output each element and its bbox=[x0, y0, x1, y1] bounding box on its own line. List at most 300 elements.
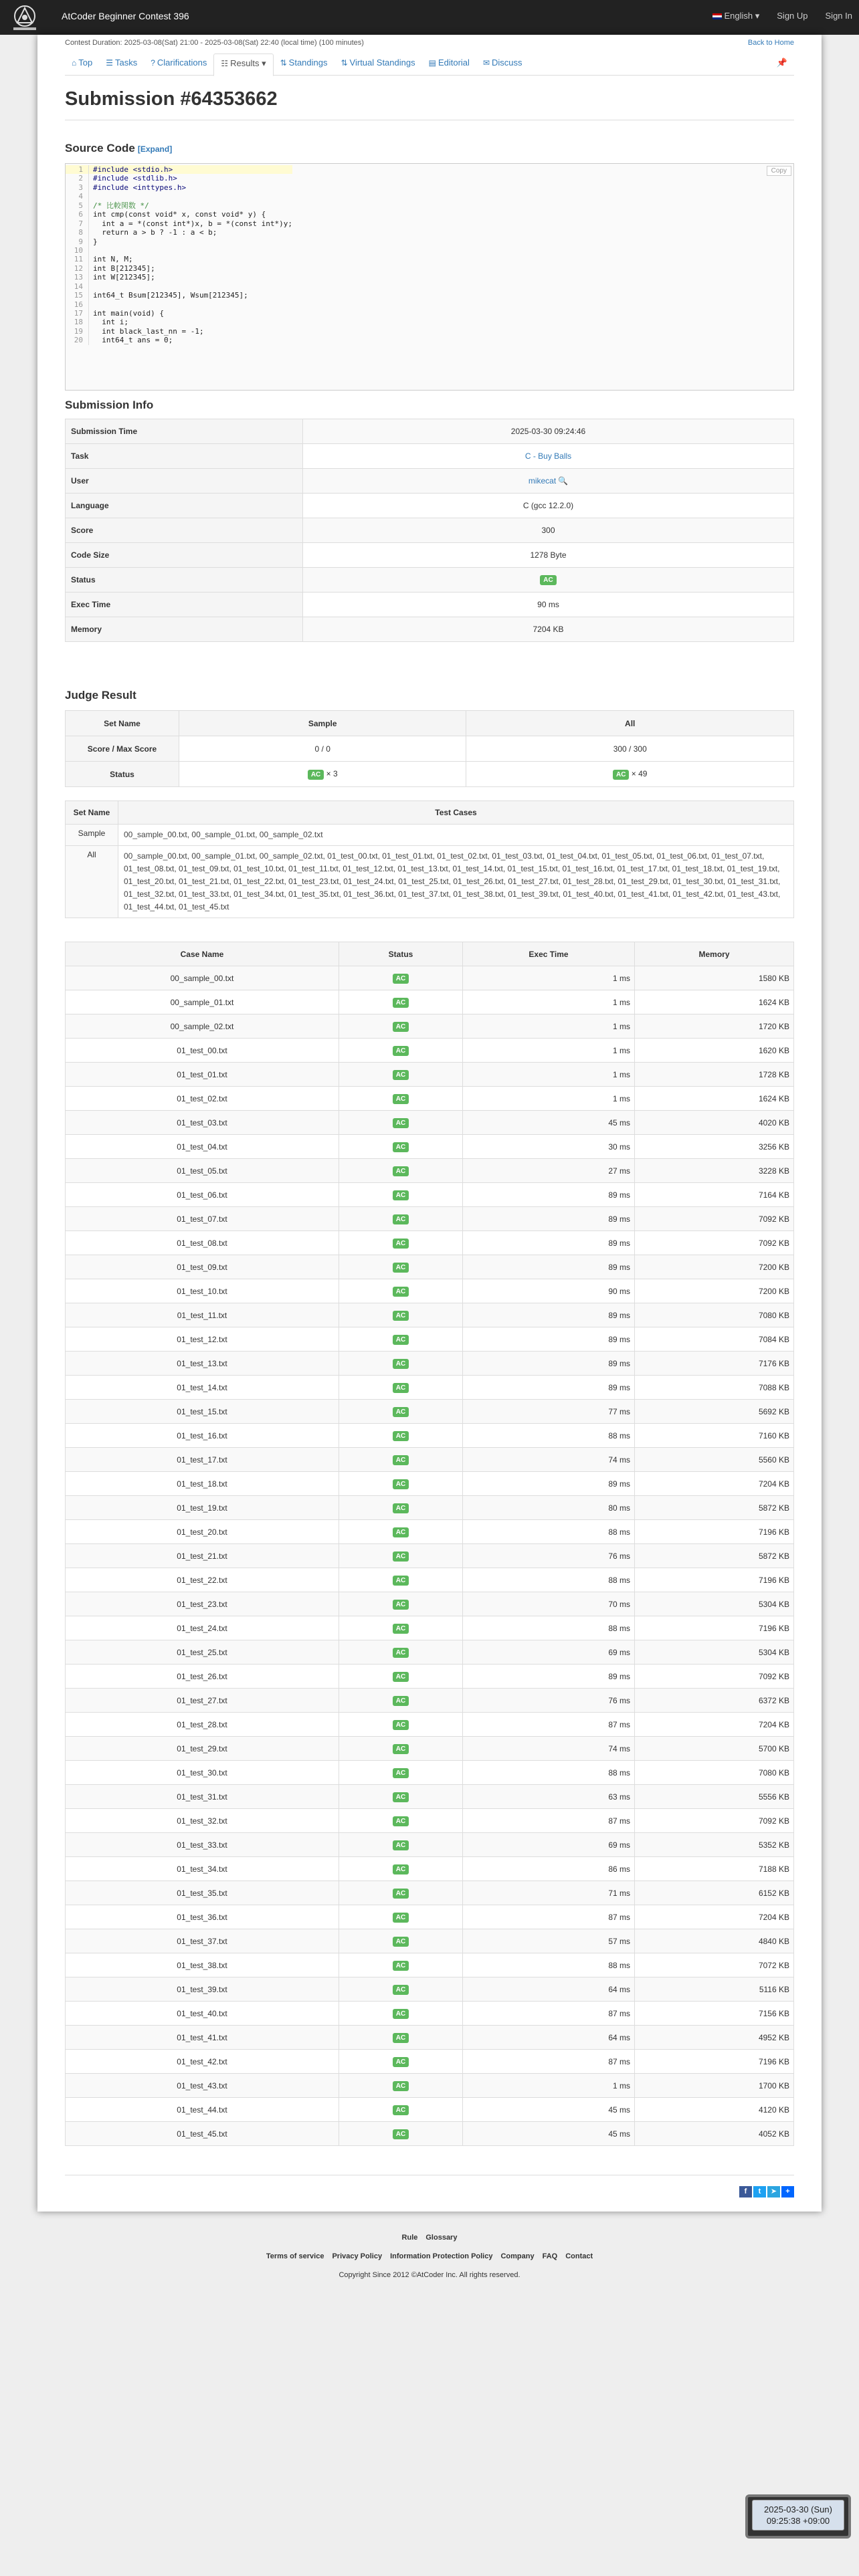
line-number: 20 bbox=[66, 336, 89, 344]
footer-link[interactable]: Privacy Policy bbox=[332, 2252, 383, 2260]
info-row bbox=[66, 617, 794, 642]
table-row bbox=[66, 1255, 794, 1279]
case-name: 01_test_40.txt bbox=[66, 2002, 339, 2026]
line-number: 11 bbox=[66, 255, 89, 263]
table-row bbox=[66, 1014, 794, 1039]
case-exec-time: 57 ms bbox=[463, 1929, 635, 1953]
pin-icon[interactable]: 📌 bbox=[776, 58, 787, 68]
footer-link[interactable]: Terms of service bbox=[266, 2252, 324, 2260]
code-text: } bbox=[93, 237, 98, 246]
search-icon[interactable]: 🔍 bbox=[558, 476, 569, 486]
code-text: #include <stdlib.h> bbox=[93, 174, 177, 183]
sign-up-link[interactable]: Sign Up bbox=[777, 11, 808, 21]
set-name-col-header: Set Name bbox=[66, 801, 118, 825]
table-row bbox=[66, 1592, 794, 1616]
case-exec-time: 89 ms bbox=[463, 1376, 635, 1400]
case-memory: 7080 KB bbox=[635, 1303, 794, 1327]
tab-editorial[interactable]: ▤ Editorial bbox=[428, 58, 470, 68]
case-memory: 7084 KB bbox=[635, 1327, 794, 1352]
table-row bbox=[66, 1713, 794, 1737]
case-memory: 7156 KB bbox=[635, 2002, 794, 2026]
tab-results[interactable]: ☷ Results ▾ bbox=[213, 53, 273, 76]
table-row bbox=[66, 1977, 794, 2002]
code-line bbox=[66, 201, 292, 210]
telegram-icon[interactable]: ➤ bbox=[767, 2186, 780, 2197]
line-number: 19 bbox=[66, 327, 89, 336]
case-memory: 1728 KB bbox=[635, 1063, 794, 1087]
status-badge: AC bbox=[393, 1792, 409, 1802]
status-badge: AC bbox=[393, 1359, 409, 1369]
table-row bbox=[66, 1448, 794, 1472]
case-results-table bbox=[65, 942, 794, 2146]
case-memory: 6152 KB bbox=[635, 1881, 794, 1905]
sign-in-link[interactable]: Sign In bbox=[825, 11, 852, 21]
case-memory: 7188 KB bbox=[635, 1857, 794, 1881]
status-badge: AC bbox=[393, 2105, 409, 2115]
task-link[interactable]: C - Buy Balls bbox=[524, 451, 572, 461]
sample-header: Sample bbox=[179, 711, 466, 736]
tab-standings[interactable]: ⇅ Standings bbox=[280, 58, 328, 68]
code-text: int i; bbox=[93, 318, 128, 327]
footer-links-secondary bbox=[0, 2252, 859, 2260]
table-row bbox=[66, 1183, 794, 1207]
case-name: 01_test_22.txt bbox=[66, 1568, 339, 1592]
status-badge: AC bbox=[393, 2033, 409, 2043]
tab-virtual-standings[interactable]: ⇅ Virtual Standings bbox=[341, 58, 415, 68]
case-memory: 7200 KB bbox=[635, 1255, 794, 1279]
table-row bbox=[66, 1111, 794, 1135]
case-status bbox=[339, 1977, 463, 2002]
table-row bbox=[66, 1809, 794, 1833]
line-number: 8 bbox=[66, 228, 89, 237]
info-value: C (gcc 12.2.0) bbox=[303, 494, 794, 518]
status-badge: AC bbox=[393, 1142, 409, 1152]
sort-icon: ⇅ bbox=[280, 58, 287, 68]
case-name: 01_test_21.txt bbox=[66, 1544, 339, 1568]
exec-time-header: Exec Time bbox=[463, 942, 635, 966]
case-name: 01_test_37.txt bbox=[66, 1929, 339, 1953]
status-badge: AC bbox=[393, 1070, 409, 1080]
case-name: 01_test_38.txt bbox=[66, 1953, 339, 1977]
status-all: AC × 49 bbox=[466, 762, 794, 787]
share-buttons bbox=[739, 2186, 794, 2197]
case-status bbox=[339, 1905, 463, 1929]
case-exec-time: 69 ms bbox=[463, 1640, 635, 1665]
case-status bbox=[339, 1640, 463, 1665]
case-status bbox=[339, 1833, 463, 1857]
case-exec-time: 87 ms bbox=[463, 1713, 635, 1737]
case-memory: 5352 KB bbox=[635, 1833, 794, 1857]
copy-button[interactable]: Copy bbox=[767, 166, 791, 176]
code-text: #include <inttypes.h> bbox=[93, 183, 187, 192]
table-row bbox=[66, 1279, 794, 1303]
status-badge: AC bbox=[393, 1046, 409, 1056]
case-name: 01_test_41.txt bbox=[66, 2026, 339, 2050]
case-exec-time: 89 ms bbox=[463, 1327, 635, 1352]
line-number: 15 bbox=[66, 291, 89, 300]
case-memory: 4840 KB bbox=[635, 1929, 794, 1953]
case-exec-time: 71 ms bbox=[463, 1881, 635, 1905]
case-status bbox=[339, 1014, 463, 1039]
case-name: 01_test_15.txt bbox=[66, 1400, 339, 1424]
code-text: int cmp(const void* x, const void* y) { bbox=[93, 210, 266, 219]
case-name: 01_test_45.txt bbox=[66, 2122, 339, 2146]
case-exec-time: 76 ms bbox=[463, 1689, 635, 1713]
case-memory: 5872 KB bbox=[635, 1496, 794, 1520]
code-text: int64_t ans = 0; bbox=[93, 336, 173, 345]
case-memory: 5872 KB bbox=[635, 1544, 794, 1568]
case-status bbox=[339, 1616, 463, 1640]
code-line bbox=[66, 327, 292, 336]
status-badge: AC bbox=[393, 1383, 409, 1393]
case-status bbox=[339, 2026, 463, 2050]
book-icon: ▤ bbox=[428, 58, 436, 68]
status-badge: AC bbox=[393, 1287, 409, 1297]
case-memory: 7204 KB bbox=[635, 1905, 794, 1929]
case-status bbox=[339, 2002, 463, 2026]
status-badge: AC bbox=[393, 1720, 409, 1730]
main-container bbox=[37, 35, 822, 2212]
uk-flag-icon bbox=[712, 13, 722, 19]
facebook-icon[interactable]: f bbox=[739, 2186, 752, 2197]
case-name: 01_test_10.txt bbox=[66, 1279, 339, 1303]
line-number: 18 bbox=[66, 318, 89, 326]
table-row bbox=[66, 1303, 794, 1327]
case-name: 01_test_08.txt bbox=[66, 1231, 339, 1255]
table-row bbox=[66, 1352, 794, 1376]
case-status bbox=[339, 1689, 463, 1713]
status-badge: AC bbox=[393, 1961, 409, 1971]
case-name: 01_test_06.txt bbox=[66, 1183, 339, 1207]
status-badge: AC bbox=[393, 1407, 409, 1417]
case-status bbox=[339, 1400, 463, 1424]
footer-link[interactable]: Contact bbox=[565, 2252, 593, 2260]
table-row bbox=[66, 1376, 794, 1400]
status-badge: AC bbox=[393, 1263, 409, 1273]
score-sample: 0 / 0 bbox=[179, 736, 466, 762]
status-badge: AC bbox=[393, 1648, 409, 1658]
info-label: Submission Time bbox=[66, 419, 303, 444]
case-status bbox=[339, 1135, 463, 1159]
language-selector[interactable]: English ▾ bbox=[712, 11, 759, 21]
line-number: 17 bbox=[66, 309, 89, 318]
footer bbox=[0, 2234, 859, 2279]
submission-info-heading: Submission Info bbox=[65, 399, 154, 411]
case-name: 01_test_28.txt bbox=[66, 1713, 339, 1737]
line-number: 14 bbox=[66, 282, 89, 291]
code-line bbox=[66, 273, 292, 282]
case-status bbox=[339, 1327, 463, 1352]
case-exec-time: 1 ms bbox=[463, 966, 635, 990]
table-row bbox=[66, 990, 794, 1014]
clock-display bbox=[752, 2500, 844, 2531]
case-status bbox=[339, 1352, 463, 1376]
table-row bbox=[66, 1231, 794, 1255]
case-name: 01_test_12.txt bbox=[66, 1327, 339, 1352]
status-badge: AC bbox=[393, 1816, 409, 1826]
table-row bbox=[66, 1135, 794, 1159]
twitter-icon[interactable]: t bbox=[753, 2186, 766, 2197]
case-memory: 7092 KB bbox=[635, 1665, 794, 1689]
code-line bbox=[66, 300, 292, 309]
table-row bbox=[66, 2074, 794, 2098]
info-row bbox=[66, 419, 794, 444]
case-exec-time: 30 ms bbox=[463, 1135, 635, 1159]
status-badge: AC bbox=[393, 1094, 409, 1104]
tab-top[interactable]: ⌂ Top bbox=[72, 58, 93, 68]
info-row bbox=[66, 494, 794, 518]
status-badge: AC bbox=[393, 1455, 409, 1465]
set-name-all: All bbox=[66, 846, 118, 918]
case-exec-time: 1 ms bbox=[463, 1039, 635, 1063]
status-badge: AC bbox=[393, 1118, 409, 1128]
info-value: 2025-03-30 09:24:46 bbox=[303, 419, 794, 444]
status-badge: AC bbox=[393, 1600, 409, 1610]
info-label: User bbox=[66, 469, 303, 494]
case-memory: 7176 KB bbox=[635, 1352, 794, 1376]
case-status bbox=[339, 1809, 463, 1833]
case-exec-time: 87 ms bbox=[463, 1809, 635, 1833]
status-badge: AC bbox=[393, 1479, 409, 1489]
status-badge: AC bbox=[393, 1190, 409, 1200]
case-name: 01_test_35.txt bbox=[66, 1881, 339, 1905]
table-row bbox=[66, 1327, 794, 1352]
table-row bbox=[66, 1833, 794, 1857]
line-number: 10 bbox=[66, 246, 89, 255]
share-plus-icon[interactable]: + bbox=[781, 2186, 794, 2197]
footer-links-primary bbox=[0, 2234, 859, 2242]
table-row bbox=[66, 1472, 794, 1496]
page-title: Submission #64353662 bbox=[65, 88, 278, 110]
line-number: 4 bbox=[66, 192, 89, 201]
case-memory: 4952 KB bbox=[635, 2026, 794, 2050]
line-number: 3 bbox=[66, 183, 89, 192]
case-exec-time: 89 ms bbox=[463, 1352, 635, 1376]
status-badge: AC bbox=[393, 1985, 409, 1995]
case-memory: 7092 KB bbox=[635, 1231, 794, 1255]
case-memory: 5556 KB bbox=[635, 1785, 794, 1809]
case-name: 00_sample_01.txt bbox=[66, 990, 339, 1014]
case-status bbox=[339, 1592, 463, 1616]
info-row bbox=[66, 469, 794, 494]
case-memory: 7092 KB bbox=[635, 1207, 794, 1231]
footer-link[interactable]: Rule bbox=[401, 2234, 418, 2242]
case-name: 01_test_24.txt bbox=[66, 1616, 339, 1640]
table-row bbox=[66, 1159, 794, 1183]
case-name: 00_sample_00.txt bbox=[66, 966, 339, 990]
case-name: 01_test_13.txt bbox=[66, 1352, 339, 1376]
status-badge: AC bbox=[393, 1864, 409, 1874]
table-row bbox=[66, 1737, 794, 1761]
info-row bbox=[66, 568, 794, 593]
case-exec-time: 89 ms bbox=[463, 1472, 635, 1496]
case-name: 01_test_33.txt bbox=[66, 1833, 339, 1857]
set-name-sample: Sample bbox=[66, 825, 118, 846]
case-name: 01_test_14.txt bbox=[66, 1376, 339, 1400]
score-label: Score / Max Score bbox=[66, 736, 179, 762]
table-row bbox=[66, 1207, 794, 1231]
info-value bbox=[303, 469, 794, 494]
table-row bbox=[66, 1039, 794, 1063]
code-text: int W[212345]; bbox=[93, 273, 155, 282]
case-memory: 1580 KB bbox=[635, 966, 794, 990]
case-status bbox=[339, 1568, 463, 1592]
back-to-home-link[interactable]: Back to Home bbox=[747, 39, 794, 47]
clock-date: 2025-03-30 (Sun) bbox=[764, 2504, 832, 2514]
table-row bbox=[66, 1616, 794, 1640]
case-name: 01_test_01.txt bbox=[66, 1063, 339, 1087]
footer-link[interactable]: Information Protection Policy bbox=[390, 2252, 493, 2260]
case-status bbox=[339, 1496, 463, 1520]
case-name: 01_test_26.txt bbox=[66, 1665, 339, 1689]
user-link[interactable]: mikecat bbox=[528, 476, 557, 486]
code-text: return a > b ? -1 : a < b; bbox=[93, 228, 217, 237]
table-row bbox=[66, 1640, 794, 1665]
case-memory: 7200 KB bbox=[635, 1279, 794, 1303]
table-row bbox=[66, 1496, 794, 1520]
info-value bbox=[303, 444, 794, 469]
case-exec-time: 64 ms bbox=[463, 2026, 635, 2050]
case-name: 01_test_27.txt bbox=[66, 1689, 339, 1713]
case-status bbox=[339, 1544, 463, 1568]
case-name: 01_test_43.txt bbox=[66, 2074, 339, 2098]
info-label: Task bbox=[66, 444, 303, 469]
tab-tasks[interactable]: ☰ Tasks bbox=[106, 58, 138, 68]
table-row bbox=[66, 1424, 794, 1448]
case-status bbox=[339, 1159, 463, 1183]
case-memory: 1620 KB bbox=[635, 1039, 794, 1063]
case-status bbox=[339, 1881, 463, 1905]
score-all: 300 / 300 bbox=[466, 736, 794, 762]
case-memory: 7196 KB bbox=[635, 2050, 794, 2074]
case-memory: 5560 KB bbox=[635, 1448, 794, 1472]
case-memory: 7196 KB bbox=[635, 1616, 794, 1640]
code-text: int N, M; bbox=[93, 255, 133, 264]
status-badge: AC bbox=[393, 1937, 409, 1947]
footer-link[interactable]: Glossary bbox=[425, 2234, 458, 2242]
table-row bbox=[66, 1929, 794, 1953]
case-memory: 7092 KB bbox=[635, 1809, 794, 1833]
table-row bbox=[66, 2026, 794, 2050]
case-exec-time: 88 ms bbox=[463, 1616, 635, 1640]
case-exec-time: 45 ms bbox=[463, 2122, 635, 2146]
contest-nav-tabs bbox=[65, 53, 794, 76]
case-exec-time: 77 ms bbox=[463, 1400, 635, 1424]
status-badge: AC bbox=[393, 1768, 409, 1778]
case-memory: 5304 KB bbox=[635, 1640, 794, 1665]
footer-link[interactable]: FAQ bbox=[542, 2252, 558, 2260]
case-memory: 7160 KB bbox=[635, 1424, 794, 1448]
table-row bbox=[66, 2050, 794, 2074]
case-exec-time: 70 ms bbox=[463, 1592, 635, 1616]
list-icon: ☷ bbox=[221, 59, 229, 68]
info-row bbox=[66, 444, 794, 469]
table-row bbox=[66, 2098, 794, 2122]
fixed-clock bbox=[745, 2494, 851, 2539]
code-line bbox=[66, 336, 292, 344]
case-status bbox=[339, 1303, 463, 1327]
code-line bbox=[66, 165, 292, 174]
contest-duration: Contest Duration: 2025-03-08(Sat) 21:00 - 2025-03-08(Sat) 22:40 (local time) (100 minutes) bbox=[65, 39, 364, 47]
expand-link[interactable]: [Expand] bbox=[137, 144, 173, 154]
info-row bbox=[66, 593, 794, 617]
case-status bbox=[339, 1063, 463, 1087]
status-badge: AC bbox=[393, 974, 409, 984]
status-badge: AC bbox=[540, 575, 556, 585]
case-memory: 4120 KB bbox=[635, 2098, 794, 2122]
table-row bbox=[66, 1761, 794, 1785]
case-name: 01_test_20.txt bbox=[66, 1520, 339, 1544]
atcoder-logo[interactable] bbox=[8, 3, 41, 32]
case-exec-time: 87 ms bbox=[463, 2050, 635, 2074]
case-memory: 7196 KB bbox=[635, 1520, 794, 1544]
status-badge: AC bbox=[393, 1022, 409, 1032]
footer-link[interactable]: Company bbox=[500, 2252, 535, 2260]
case-name: 01_test_17.txt bbox=[66, 1448, 339, 1472]
status-label: Status bbox=[66, 762, 179, 787]
case-memory: 3256 KB bbox=[635, 1135, 794, 1159]
line-number: 12 bbox=[66, 264, 89, 273]
status-badge: AC bbox=[393, 1503, 409, 1513]
case-exec-time: 89 ms bbox=[463, 1255, 635, 1279]
source-code-box[interactable] bbox=[65, 163, 794, 391]
case-status bbox=[339, 1231, 463, 1255]
table-row bbox=[66, 1544, 794, 1568]
code-line bbox=[66, 246, 292, 255]
case-name: 01_test_18.txt bbox=[66, 1472, 339, 1496]
sort-icon: ⇅ bbox=[341, 58, 348, 68]
case-status bbox=[339, 1665, 463, 1689]
copyright: Copyright Since 2012 ©AtCoder Inc. All rights reserved. bbox=[339, 2271, 520, 2279]
clock-time: 09:25:38 +09:00 bbox=[766, 2516, 830, 2526]
tab-clarifications[interactable]: ? Clarifications bbox=[151, 58, 207, 68]
all-header: All bbox=[466, 711, 794, 736]
table-row bbox=[66, 2122, 794, 2146]
case-exec-time: 88 ms bbox=[463, 1520, 635, 1544]
status-sample: AC × 3 bbox=[179, 762, 466, 787]
case-exec-time: 80 ms bbox=[463, 1496, 635, 1520]
case-name: 01_test_36.txt bbox=[66, 1905, 339, 1929]
case-status bbox=[339, 990, 463, 1014]
case-exec-time: 89 ms bbox=[463, 1183, 635, 1207]
info-row bbox=[66, 518, 794, 543]
tab-discuss[interactable]: ✉ Discuss bbox=[482, 58, 522, 68]
status-badge: AC bbox=[393, 1551, 409, 1562]
case-exec-time: 1 ms bbox=[463, 1014, 635, 1039]
set-name-header: Set Name bbox=[66, 711, 179, 736]
line-number: 1 bbox=[66, 165, 89, 174]
judge-result-heading: Judge Result bbox=[65, 689, 136, 702]
case-status bbox=[339, 1761, 463, 1785]
info-label: Exec Time bbox=[66, 593, 303, 617]
case-exec-time: 89 ms bbox=[463, 1231, 635, 1255]
contest-title[interactable]: AtCoder Beginner Contest 396 bbox=[62, 11, 189, 21]
code-text: /* 比較関数 */ bbox=[93, 201, 149, 210]
case-exec-time: 88 ms bbox=[463, 1568, 635, 1592]
case-exec-time: 87 ms bbox=[463, 2002, 635, 2026]
case-status bbox=[339, 1207, 463, 1231]
status-badge: AC bbox=[393, 2009, 409, 2019]
case-memory: 5116 KB bbox=[635, 1977, 794, 2002]
case-name: 01_test_32.txt bbox=[66, 1809, 339, 1833]
code-line bbox=[66, 255, 292, 263]
case-status bbox=[339, 1953, 463, 1977]
status-badge: AC bbox=[393, 1744, 409, 1754]
status-badge: AC bbox=[393, 1889, 409, 1899]
home-icon: ⌂ bbox=[72, 58, 77, 68]
table-row bbox=[66, 1568, 794, 1592]
code-line bbox=[66, 210, 292, 219]
